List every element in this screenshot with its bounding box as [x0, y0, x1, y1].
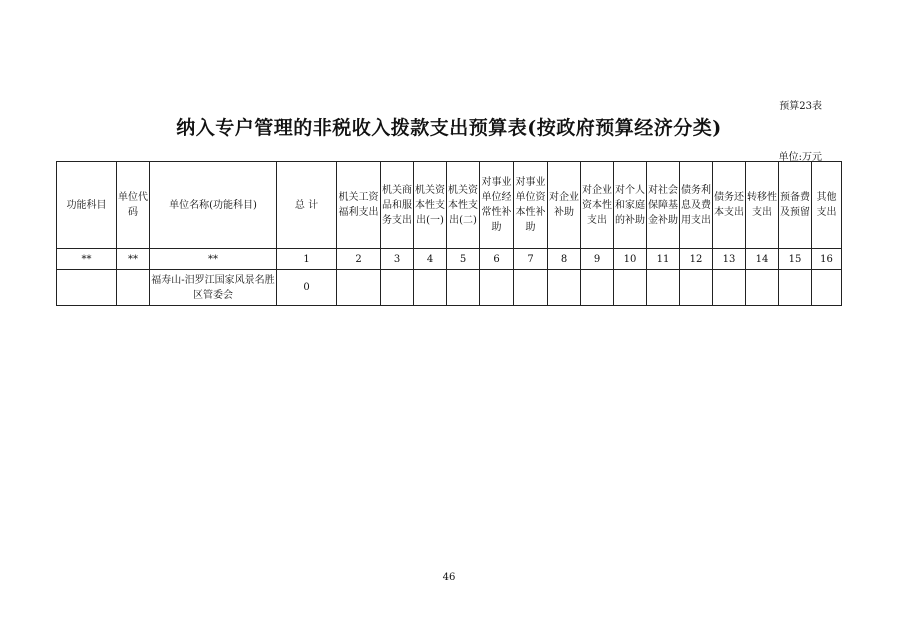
- col-header-unit-code: 单位代码: [117, 162, 150, 249]
- col-header-inst-recurrent: 对事业单位经常性补助: [480, 162, 514, 249]
- value-cell: [447, 270, 480, 306]
- value-cell: [514, 270, 548, 306]
- col-header-household-subsidy: 对个人和家庭的补助: [614, 162, 647, 249]
- value-cell: [381, 270, 414, 306]
- col-header-enterprise-capital: 对企业资本性支出: [581, 162, 614, 249]
- table-row: [57, 270, 842, 306]
- index-cell: 6: [480, 249, 514, 270]
- col-header-reserve: 预备费及预留: [779, 162, 812, 249]
- page-title: 纳入专户管理的非税收入拨款支出预算表(按政府预算经济分类): [176, 117, 722, 139]
- budget-table: [56, 161, 842, 306]
- func-code-cell: [57, 270, 117, 306]
- col-header-enterprise-subsidy: 对企业补助: [548, 162, 581, 249]
- unit-name-cell: 福寿山-汨罗江国家风景名胜区管委会: [150, 270, 277, 306]
- unit-label: 单位:万元: [778, 152, 822, 163]
- table-number: 预算23表: [779, 101, 822, 112]
- index-cell: 14: [746, 249, 779, 270]
- col-header-goods-services: 机关商品和服务支出: [381, 162, 414, 249]
- index-cell: 5: [447, 249, 480, 270]
- col-header-salary-welfare: 机关工资福利支出: [337, 162, 381, 249]
- value-cell: [746, 270, 779, 306]
- value-cell: [779, 270, 812, 306]
- col-header-social-security: 对社会保障基金补助: [647, 162, 680, 249]
- total-cell: 0: [277, 270, 337, 306]
- value-cell: [480, 270, 514, 306]
- col-header-inst-capital: 对事业单位资本性补助: [514, 162, 548, 249]
- col-header-func-code: 功能科目: [57, 162, 117, 249]
- index-cell: 16: [812, 249, 842, 270]
- value-cell: [414, 270, 447, 306]
- col-header-debt-principal: 债务还本支出: [713, 162, 746, 249]
- index-cell: 10: [614, 249, 647, 270]
- index-cell: **: [117, 249, 150, 270]
- index-cell: **: [57, 249, 117, 270]
- index-cell: 15: [779, 249, 812, 270]
- index-cell: 8: [548, 249, 581, 270]
- col-header-debt-interest: 债务利息及费用支出: [680, 162, 713, 249]
- col-header-unit-name: 单位名称(功能科目): [150, 162, 277, 249]
- value-cell: [337, 270, 381, 306]
- col-header-transfer: 转移性支出: [746, 162, 779, 249]
- value-cell: [713, 270, 746, 306]
- page-number: 46: [442, 572, 456, 583]
- value-cell: [812, 270, 842, 306]
- unit-code-cell: [117, 270, 150, 306]
- index-cell: 3: [381, 249, 414, 270]
- col-header-other: 其他支出: [812, 162, 842, 249]
- value-cell: [614, 270, 647, 306]
- col-header-capital-1: 机关资本性支出(一): [414, 162, 447, 249]
- index-cell: 11: [647, 249, 680, 270]
- value-cell: [581, 270, 614, 306]
- value-cell: [548, 270, 581, 306]
- index-cell: 7: [514, 249, 548, 270]
- index-row: [57, 249, 842, 270]
- header-row: [57, 162, 842, 249]
- col-header-capital-2: 机关资本性支出(二): [447, 162, 480, 249]
- index-cell: **: [150, 249, 277, 270]
- index-cell: 4: [414, 249, 447, 270]
- index-cell: 1: [277, 249, 337, 270]
- index-cell: 9: [581, 249, 614, 270]
- index-cell: 2: [337, 249, 381, 270]
- col-header-total: 总 计: [277, 162, 337, 249]
- index-cell: 12: [680, 249, 713, 270]
- value-cell: [647, 270, 680, 306]
- value-cell: [680, 270, 713, 306]
- index-cell: 13: [713, 249, 746, 270]
